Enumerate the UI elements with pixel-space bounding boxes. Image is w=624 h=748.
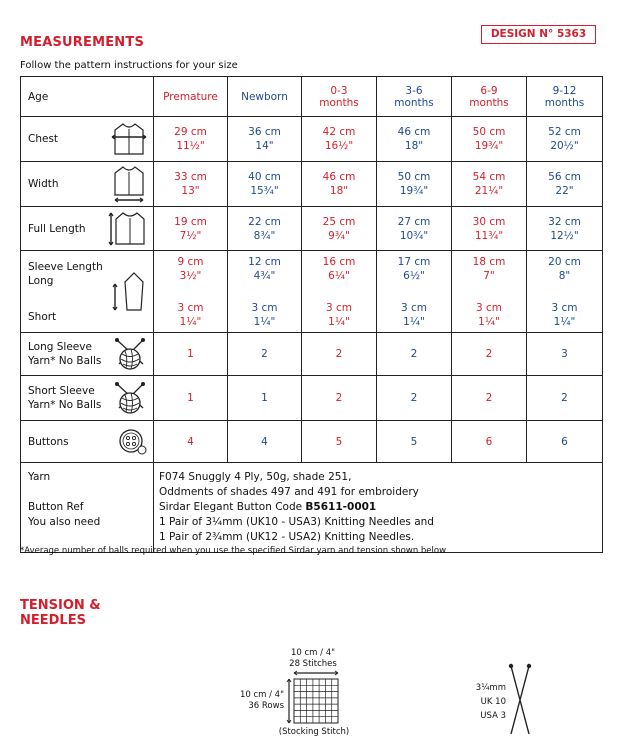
swatch-rows-label: 36 Rows <box>248 701 284 711</box>
sleeve-long-in: 6¼" <box>328 269 350 282</box>
width-in: 18" <box>329 185 349 197</box>
chest-in: 18" <box>404 140 424 152</box>
chest-cm: 29 cm <box>174 126 207 138</box>
sleeve-short-in: 1¼" <box>253 315 276 328</box>
width-cm: 46 cm <box>322 171 356 183</box>
short-sleeve-balls: 1 <box>154 376 228 421</box>
full-length-row <box>21 207 603 251</box>
width-cm: 33 cm <box>174 171 207 183</box>
chest-row <box>21 117 603 162</box>
sleeve-long-cm: 18 cm <box>472 255 506 268</box>
sleeve-long-cm: 16 cm <box>322 255 356 268</box>
width-row <box>21 162 603 207</box>
cardigan-width-icon <box>111 165 147 203</box>
sleeve-short-in: 1¼" <box>403 315 425 328</box>
sleeve-long-in: 6½" <box>403 269 425 282</box>
sleeve-short-cm: 3 cm <box>251 301 278 314</box>
materials-line-needles-2: 1 Pair of 2¾mm (UK12 - USA2) Knitting Needles. <box>159 531 415 543</box>
materials-line-yarn: F074 Snuggly 4 Ply, 50g, shade 251, <box>159 471 352 483</box>
buttons-label: Buttons <box>28 435 69 448</box>
materials-label-button-ref: Button Ref <box>28 501 84 513</box>
sleeve-long-cm: 9 cm <box>177 255 204 268</box>
chest-label: Chest <box>28 133 59 145</box>
buttons-count: 6 <box>527 421 603 463</box>
sleeve-icon <box>111 270 147 314</box>
size-9-12: 9-12 months <box>527 77 603 117</box>
swatch-stitches-label: 28 Stitches <box>289 659 337 669</box>
long-sleeve-yarn-label: Long Sleeve Yarn* No Balls <box>28 341 102 367</box>
age-label: Age <box>21 77 154 117</box>
measurements-table <box>20 76 603 553</box>
stitch-type-label: (Stocking Stitch) <box>278 727 350 737</box>
width-cm: 40 cm <box>248 171 281 183</box>
buttons-count: 4 <box>154 421 228 463</box>
buttons-count: 6 <box>452 421 527 463</box>
length-in: 10¾" <box>399 229 429 242</box>
tension-needles-title: TENSION & NEEDLES <box>20 598 101 628</box>
sleeve-length-label: Sleeve Length Long <box>28 260 103 287</box>
intro-text: Follow the pattern instructions for your size <box>20 60 238 71</box>
sleeve-short-in: 1¼" <box>478 315 500 328</box>
sleeve-short-cm: 3 cm <box>325 301 353 314</box>
sleeve-short-cm: 3 cm <box>475 301 503 314</box>
chest-cm: 50 cm <box>472 126 506 138</box>
sleeve-short-in: 1¼" <box>553 315 576 328</box>
chest-cm: 36 cm <box>248 126 281 138</box>
sleeve-long-cm: 17 cm <box>397 255 431 268</box>
needle-usa-label: USA 3 <box>480 711 506 721</box>
materials-row <box>21 463 603 553</box>
needle-uk-label: UK 10 <box>480 697 506 707</box>
swatch-width-label: 10 cm / 4" <box>290 648 336 658</box>
length-in: 11¾" <box>474 229 504 242</box>
needle-size-label: 3¼mm <box>475 683 506 693</box>
length-in: 8¾" <box>253 229 276 242</box>
short-sleeve-yarn-label: Short Sleeve Yarn* No Balls <box>28 385 102 411</box>
footnote: *Average number of balls required when you use the specified Sirdar yarn and tension shown below <box>20 546 447 556</box>
short-sleeve-balls: 2 <box>527 376 603 421</box>
sleeve-long-cm: 12 cm <box>248 255 281 268</box>
buttons-count: 4 <box>228 421 302 463</box>
chest-in: 16½" <box>324 140 354 152</box>
tension-swatch-grid <box>286 670 342 730</box>
long-sleeve-balls: 2 <box>377 333 452 376</box>
sleeve-short-cm: 3 cm <box>177 301 204 314</box>
buttons-count: 5 <box>377 421 452 463</box>
width-cm: 56 cm <box>548 171 581 183</box>
width-in: 13" <box>181 185 200 197</box>
swatch-height-label: 10 cm / 4" <box>239 690 284 700</box>
chest-in: 20½" <box>550 140 579 152</box>
chest-in: 14" <box>255 140 274 152</box>
length-in: 12½" <box>550 229 579 242</box>
width-label: Width <box>28 178 59 190</box>
length-cm: 22 cm <box>248 215 281 228</box>
sleeve-long-in: 8" <box>558 269 571 282</box>
chest-cm: 42 cm <box>322 126 356 138</box>
cardigan-chest-icon <box>111 121 147 157</box>
length-cm: 27 cm <box>397 215 431 228</box>
sleeve-length-row <box>21 251 603 333</box>
width-cm: 54 cm <box>472 171 506 183</box>
short-sleeve-balls: 2 <box>377 376 452 421</box>
sleeve-long-in: 4¾" <box>253 269 276 282</box>
short-sleeve-balls: 2 <box>302 376 377 421</box>
button-code: B5611-0001 <box>305 501 377 513</box>
long-sleeve-balls: 1 <box>154 333 228 376</box>
materials-line-button: Sirdar Elegant Button Code B5611-0001 <box>159 501 377 513</box>
width-cm: 50 cm <box>397 171 431 183</box>
materials-label-also-need: You also need <box>28 516 101 528</box>
sleeve-long-cm: 20 cm <box>548 255 581 268</box>
sleeve-short-label: Short <box>28 310 57 323</box>
sleeve-long-in: 3½" <box>179 269 202 282</box>
sleeve-short-in: 1¼" <box>179 315 202 328</box>
length-in: 9¾" <box>328 229 350 242</box>
size-newborn: Newborn <box>228 77 302 117</box>
sleeve-short-in: 1¼" <box>328 315 350 328</box>
length-in: 7½" <box>179 229 202 242</box>
width-in: 19¾" <box>399 185 429 197</box>
button-icon <box>117 428 147 456</box>
chest-in: 19¾" <box>474 140 504 152</box>
long-sleeve-balls: 2 <box>302 333 377 376</box>
length-cm: 25 cm <box>322 215 356 228</box>
size-0-3: 0-3 months <box>302 77 377 117</box>
size-3-6: 3-6 months <box>377 77 452 117</box>
long-sleeve-yarn-row <box>21 333 603 376</box>
width-in: 22" <box>555 185 574 197</box>
length-cm: 32 cm <box>548 215 581 228</box>
full-length-label: Full Length <box>28 222 86 235</box>
short-sleeve-yarn-row <box>21 376 603 421</box>
short-sleeve-balls: 1 <box>228 376 302 421</box>
yarn-needles-icon <box>113 337 147 371</box>
short-sleeve-balls: 2 <box>452 376 527 421</box>
yarn-needles-icon <box>113 381 147 415</box>
width-in: 21¼" <box>474 185 504 197</box>
buttons-count: 5 <box>302 421 377 463</box>
age-row <box>21 77 603 117</box>
materials-line-oddments: Oddments of shades 497 and 491 for embroidery <box>159 486 419 498</box>
knitting-needles-icon <box>506 662 534 736</box>
chest-cm: 46 cm <box>397 126 431 138</box>
long-sleeve-balls: 2 <box>228 333 302 376</box>
measurements-title: MEASUREMENTS <box>20 35 145 50</box>
long-sleeve-balls: 2 <box>452 333 527 376</box>
size-premature: Premature <box>154 77 228 117</box>
design-number-box: DESIGN N° 5363 <box>481 25 596 44</box>
sleeve-short-cm: 3 cm <box>551 301 578 314</box>
materials-label-yarn: Yarn <box>28 471 51 483</box>
chest-in: 11½" <box>176 140 205 152</box>
materials-line-needles-1: 1 Pair of 3¼mm (UK10 - USA3) Knitting Needles and <box>159 516 434 528</box>
long-sleeve-balls: 3 <box>527 333 603 376</box>
materials-label-blank <box>28 485 153 500</box>
buttons-row <box>21 421 603 463</box>
sleeve-long-in: 7" <box>483 269 495 282</box>
size-6-9: 6-9 months <box>452 77 527 117</box>
length-cm: 19 cm <box>174 215 207 228</box>
chest-cm: 52 cm <box>548 126 581 138</box>
length-cm: 30 cm <box>472 215 506 228</box>
width-in: 15¾" <box>250 185 279 197</box>
cardigan-length-icon <box>107 210 147 248</box>
sleeve-short-cm: 3 cm <box>400 301 428 314</box>
